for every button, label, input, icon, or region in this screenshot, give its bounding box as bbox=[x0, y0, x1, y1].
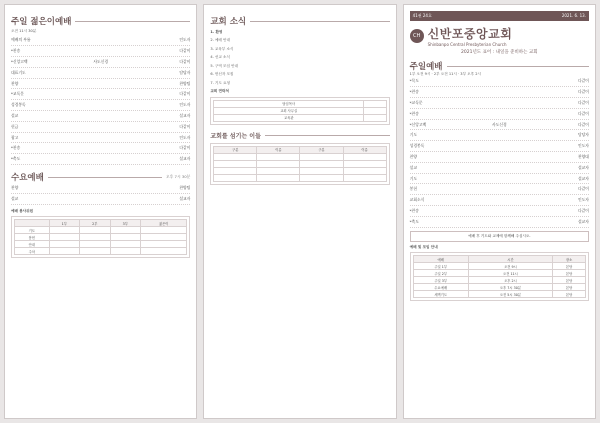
table-cell: 오전 5시 30분 bbox=[468, 291, 552, 298]
order-leader: 인도자 bbox=[179, 37, 191, 43]
phone-name: 교회 사무실 bbox=[214, 107, 364, 114]
table-header-cell: 2부 bbox=[80, 220, 111, 227]
table-cell: 본당 bbox=[553, 277, 586, 284]
table-row bbox=[413, 291, 585, 298]
order-row bbox=[410, 174, 589, 185]
table-header-cell: 시간 bbox=[468, 256, 552, 263]
table-cell: 기도 bbox=[15, 227, 50, 234]
news-intro: 1. 환영 bbox=[210, 30, 223, 34]
table-cell bbox=[343, 153, 386, 160]
order-item: 봉헌 bbox=[409, 186, 417, 192]
order-row bbox=[11, 89, 190, 100]
sunday-worship-order bbox=[410, 76, 589, 227]
table-row bbox=[15, 241, 187, 248]
youth-worship-header bbox=[11, 15, 190, 27]
order-item: 설교 bbox=[11, 112, 19, 118]
order-leader: 담당자 bbox=[577, 132, 589, 138]
order-item: 성경봉독 bbox=[11, 102, 26, 108]
order-item: 설교 bbox=[409, 164, 417, 170]
schedule-title: 예배 및 모임 안내 bbox=[409, 244, 438, 249]
table-cell: 주일 1부 bbox=[413, 263, 468, 270]
order-leader: 인도자 bbox=[577, 197, 589, 203]
order-item: 광고 bbox=[11, 134, 19, 140]
order-row bbox=[11, 57, 190, 68]
youth-worship-note: 오전 11시 30분 bbox=[11, 29, 37, 33]
issue-date: 2021. 6. 13. bbox=[561, 13, 586, 18]
order-leader: 설교자 bbox=[577, 164, 589, 170]
order-item: *찬송 bbox=[409, 110, 419, 116]
order-leader: 설교자 bbox=[179, 156, 191, 162]
table-row bbox=[214, 167, 386, 174]
table-cell bbox=[141, 234, 187, 241]
schedule-box bbox=[410, 252, 589, 301]
table-row bbox=[15, 234, 187, 241]
table-cell bbox=[49, 248, 80, 255]
news-item: 7. 기도 요청 bbox=[210, 80, 230, 85]
table-cell bbox=[214, 174, 257, 181]
phone-row bbox=[214, 100, 386, 107]
midweek-order bbox=[11, 183, 190, 205]
order-leader: 설교자 bbox=[577, 218, 589, 224]
youth-worship-order bbox=[11, 35, 190, 165]
phone-num bbox=[364, 114, 387, 121]
table-cell: 오전 9시 bbox=[468, 263, 552, 270]
table-cell bbox=[80, 248, 111, 255]
order-row bbox=[11, 68, 190, 79]
table-header-cell: 장소 bbox=[553, 256, 586, 263]
table-cell bbox=[257, 160, 300, 167]
table-cell bbox=[110, 241, 141, 248]
order-leader: 찬양대 bbox=[577, 153, 589, 159]
order-detail: 사도신경 bbox=[491, 121, 507, 127]
table-cell: 오전 11시 bbox=[468, 270, 552, 277]
order-row bbox=[410, 217, 589, 228]
news-list bbox=[210, 38, 389, 85]
order-row bbox=[410, 141, 589, 152]
church-logo-icon: CH bbox=[410, 29, 424, 43]
table-cell bbox=[80, 234, 111, 241]
order-leader: 다같이 bbox=[577, 186, 589, 192]
order-row bbox=[11, 194, 190, 205]
order-item: 성경봉독 bbox=[409, 143, 425, 149]
table-cell: 주일 3부 bbox=[413, 277, 468, 284]
table-row bbox=[214, 160, 386, 167]
order-row bbox=[410, 87, 589, 98]
table-header-cell: 젊은이 bbox=[141, 220, 187, 227]
table-row bbox=[413, 284, 585, 291]
church-name: 신반포중앙교회 bbox=[427, 27, 513, 41]
order-item: *교독문 bbox=[11, 91, 24, 97]
table-cell bbox=[141, 241, 187, 248]
table-row bbox=[15, 248, 187, 255]
order-item: *찬송 bbox=[11, 48, 21, 54]
phone-table bbox=[213, 100, 386, 122]
table-cell: 본당 bbox=[553, 284, 586, 291]
table-row bbox=[413, 270, 585, 277]
table-row bbox=[15, 227, 187, 234]
order-leader: 찬양팀 bbox=[179, 184, 191, 190]
table-cell bbox=[257, 167, 300, 174]
masthead bbox=[410, 25, 589, 47]
table-cell: 안내 bbox=[15, 241, 50, 248]
order-item: *신앙고백 bbox=[409, 121, 427, 127]
order-row bbox=[410, 206, 589, 217]
table-row bbox=[413, 277, 585, 284]
order-row bbox=[410, 98, 589, 109]
left-panel bbox=[4, 4, 197, 419]
order-leader: 인도자 bbox=[179, 134, 191, 140]
table-header-cell: 이름 bbox=[257, 146, 300, 153]
order-item: 찬양 bbox=[11, 184, 19, 190]
order-item: *교독문 bbox=[409, 99, 423, 105]
table-cell bbox=[110, 227, 141, 234]
order-leader: 다같이 bbox=[179, 145, 191, 151]
table-cell bbox=[49, 227, 80, 234]
order-item: *찬송 bbox=[409, 207, 419, 213]
order-row bbox=[410, 184, 589, 195]
table-cell bbox=[257, 153, 300, 160]
phone-row bbox=[214, 114, 386, 121]
order-leader: 인도자 bbox=[577, 143, 589, 149]
table-cell bbox=[214, 153, 257, 160]
order-leader: 설교자 bbox=[179, 195, 191, 201]
order-item: *찬송 bbox=[409, 89, 419, 95]
order-row bbox=[410, 163, 589, 174]
news-item: 2. 예배 안내 bbox=[210, 38, 230, 43]
table-header-cell: 예배 bbox=[413, 256, 468, 263]
phone-name: 담임목사 bbox=[214, 100, 364, 107]
order-leader: 담당자 bbox=[179, 69, 191, 75]
order-row bbox=[11, 143, 190, 154]
table-cell bbox=[80, 241, 111, 248]
service-table-title: 예배 봉사위원 bbox=[11, 208, 34, 213]
order-row bbox=[410, 130, 589, 141]
servers-table bbox=[213, 146, 386, 182]
order-leader: 다같이 bbox=[577, 89, 589, 95]
news-item: 3. 교육부 소식 bbox=[210, 46, 234, 51]
table-header-cell: 1부 bbox=[49, 220, 80, 227]
table-cell bbox=[300, 153, 343, 160]
table-cell bbox=[343, 160, 386, 167]
table-cell bbox=[110, 248, 141, 255]
order-item: *신앙고백 bbox=[11, 58, 28, 64]
order-row bbox=[410, 195, 589, 206]
order-row bbox=[11, 154, 190, 165]
order-item: 대표기도 bbox=[11, 69, 26, 75]
table-cell: 수요예배 bbox=[413, 284, 468, 291]
table-cell bbox=[300, 160, 343, 167]
servers-box bbox=[210, 143, 389, 185]
servers-title: 교회를 섬기는 이들 bbox=[210, 132, 261, 140]
table-cell bbox=[49, 241, 80, 248]
schedule-table bbox=[413, 255, 586, 298]
table-cell bbox=[49, 234, 80, 241]
table-header-cell: 구분 bbox=[300, 146, 343, 153]
order-leader: 다같이 bbox=[179, 48, 191, 54]
table-cell bbox=[300, 174, 343, 181]
table-header-cell: 이름 bbox=[343, 146, 386, 153]
notice-box: 예배 후 기도와 교제에 함께해 주십시오. bbox=[410, 231, 589, 242]
order-item: *축도 bbox=[11, 156, 21, 162]
church-english-name: Shinbanpo Central Presbyterian Church bbox=[427, 42, 507, 47]
issue-number: 41권 24호 bbox=[412, 13, 432, 18]
order-row bbox=[11, 122, 190, 133]
midweek-header bbox=[11, 171, 190, 183]
order-item: 헌금 bbox=[11, 123, 19, 129]
servers-header bbox=[210, 131, 389, 140]
order-row bbox=[11, 183, 190, 194]
table-cell bbox=[214, 167, 257, 174]
order-leader: 다같이 bbox=[179, 123, 191, 129]
phone-title: 교회 연락처 bbox=[210, 89, 229, 94]
order-item: *묵도 bbox=[409, 78, 419, 84]
table-row bbox=[214, 174, 386, 181]
youth-worship-title: 주일 젊은이예배 bbox=[11, 17, 72, 27]
order-row bbox=[410, 109, 589, 120]
table-cell bbox=[343, 167, 386, 174]
table-header-cell bbox=[15, 220, 50, 227]
table-row bbox=[413, 263, 585, 270]
sunday-worship-title: 주일예배 bbox=[409, 62, 443, 72]
news-item: 5. 구역 모임 안내 bbox=[210, 63, 239, 68]
table-cell: 본당 bbox=[553, 270, 586, 277]
phone-row bbox=[214, 107, 386, 114]
order-row bbox=[11, 79, 190, 90]
table-cell: 주일 2부 bbox=[413, 270, 468, 277]
order-item: 교회소식 bbox=[409, 197, 425, 203]
sunday-worship-header bbox=[410, 60, 589, 72]
order-row bbox=[11, 111, 190, 122]
phone-num bbox=[364, 100, 387, 107]
order-item: 예배의 부름 bbox=[11, 37, 31, 43]
order-leader: 다같이 bbox=[577, 121, 589, 127]
order-leader: 다같이 bbox=[577, 99, 589, 105]
phone-name: 교육관 bbox=[214, 114, 364, 121]
order-row bbox=[410, 152, 589, 163]
order-row bbox=[11, 35, 190, 46]
order-item: *축도 bbox=[409, 218, 419, 224]
table-cell bbox=[141, 248, 187, 255]
order-row bbox=[11, 46, 190, 57]
order-item: 찬양 bbox=[409, 153, 417, 159]
news-title: 교회 소식 bbox=[210, 17, 247, 27]
table-header-cell: 3부 bbox=[110, 220, 141, 227]
table-cell bbox=[214, 160, 257, 167]
order-leader: 다같이 bbox=[179, 58, 191, 64]
order-item: 설교 bbox=[11, 195, 19, 201]
table-cell: 새벽기도 bbox=[413, 291, 468, 298]
order-row bbox=[11, 133, 190, 144]
order-detail: 사도신경 bbox=[93, 58, 108, 64]
table-cell bbox=[343, 174, 386, 181]
table-header-cell: 구분 bbox=[214, 146, 257, 153]
service-table-box bbox=[11, 216, 190, 258]
table-cell: 본당 bbox=[553, 291, 586, 298]
order-leader: 다같이 bbox=[577, 78, 589, 84]
midweek-title: 수요예배 bbox=[11, 173, 44, 184]
news-item: 4. 선교 소식 bbox=[210, 55, 230, 60]
news-item: 6. 헌신자 모집 bbox=[210, 72, 234, 77]
table-cell: 주차 bbox=[15, 248, 50, 255]
order-leader: 찬양팀 bbox=[179, 80, 191, 86]
table-cell: 봉헌 bbox=[15, 234, 50, 241]
order-leader: 설교자 bbox=[179, 112, 191, 118]
table-cell bbox=[257, 174, 300, 181]
order-item: 기도 bbox=[409, 132, 417, 138]
service-table bbox=[14, 219, 187, 255]
year-theme: 2021년도 표어 : 내일을 준비하는 교회 bbox=[461, 50, 538, 55]
order-leader: 인도자 bbox=[179, 102, 191, 108]
order-leader: 다같이 bbox=[577, 110, 589, 116]
sunday-worship-note: 1부 오전 9시 · 2부 오전 11시 · 3부 오후 2시 bbox=[409, 72, 482, 76]
order-row bbox=[410, 120, 589, 131]
table-cell bbox=[110, 234, 141, 241]
phone-num bbox=[364, 107, 387, 114]
table-cell bbox=[300, 167, 343, 174]
order-row bbox=[11, 100, 190, 111]
table-row bbox=[214, 153, 386, 160]
phone-box bbox=[210, 97, 389, 125]
order-leader: 설교자 bbox=[577, 175, 589, 181]
table-cell: 오후 7시 30분 bbox=[468, 284, 552, 291]
order-leader: 다같이 bbox=[577, 207, 589, 213]
middle-panel bbox=[203, 4, 396, 419]
order-item: *찬송 bbox=[11, 145, 21, 151]
right-panel bbox=[403, 4, 596, 419]
table-cell: 오후 2시 bbox=[468, 277, 552, 284]
order-row bbox=[410, 76, 589, 87]
order-item: 찬양 bbox=[11, 80, 19, 86]
table-cell bbox=[80, 227, 111, 234]
table-cell bbox=[141, 227, 187, 234]
issue-band bbox=[410, 11, 589, 21]
midweek-note: 오후 7시 30분 bbox=[165, 174, 191, 180]
order-leader: 다같이 bbox=[179, 91, 191, 97]
news-header bbox=[210, 15, 389, 27]
order-item: 기도 bbox=[409, 175, 417, 181]
table-cell: 본당 bbox=[553, 263, 586, 270]
